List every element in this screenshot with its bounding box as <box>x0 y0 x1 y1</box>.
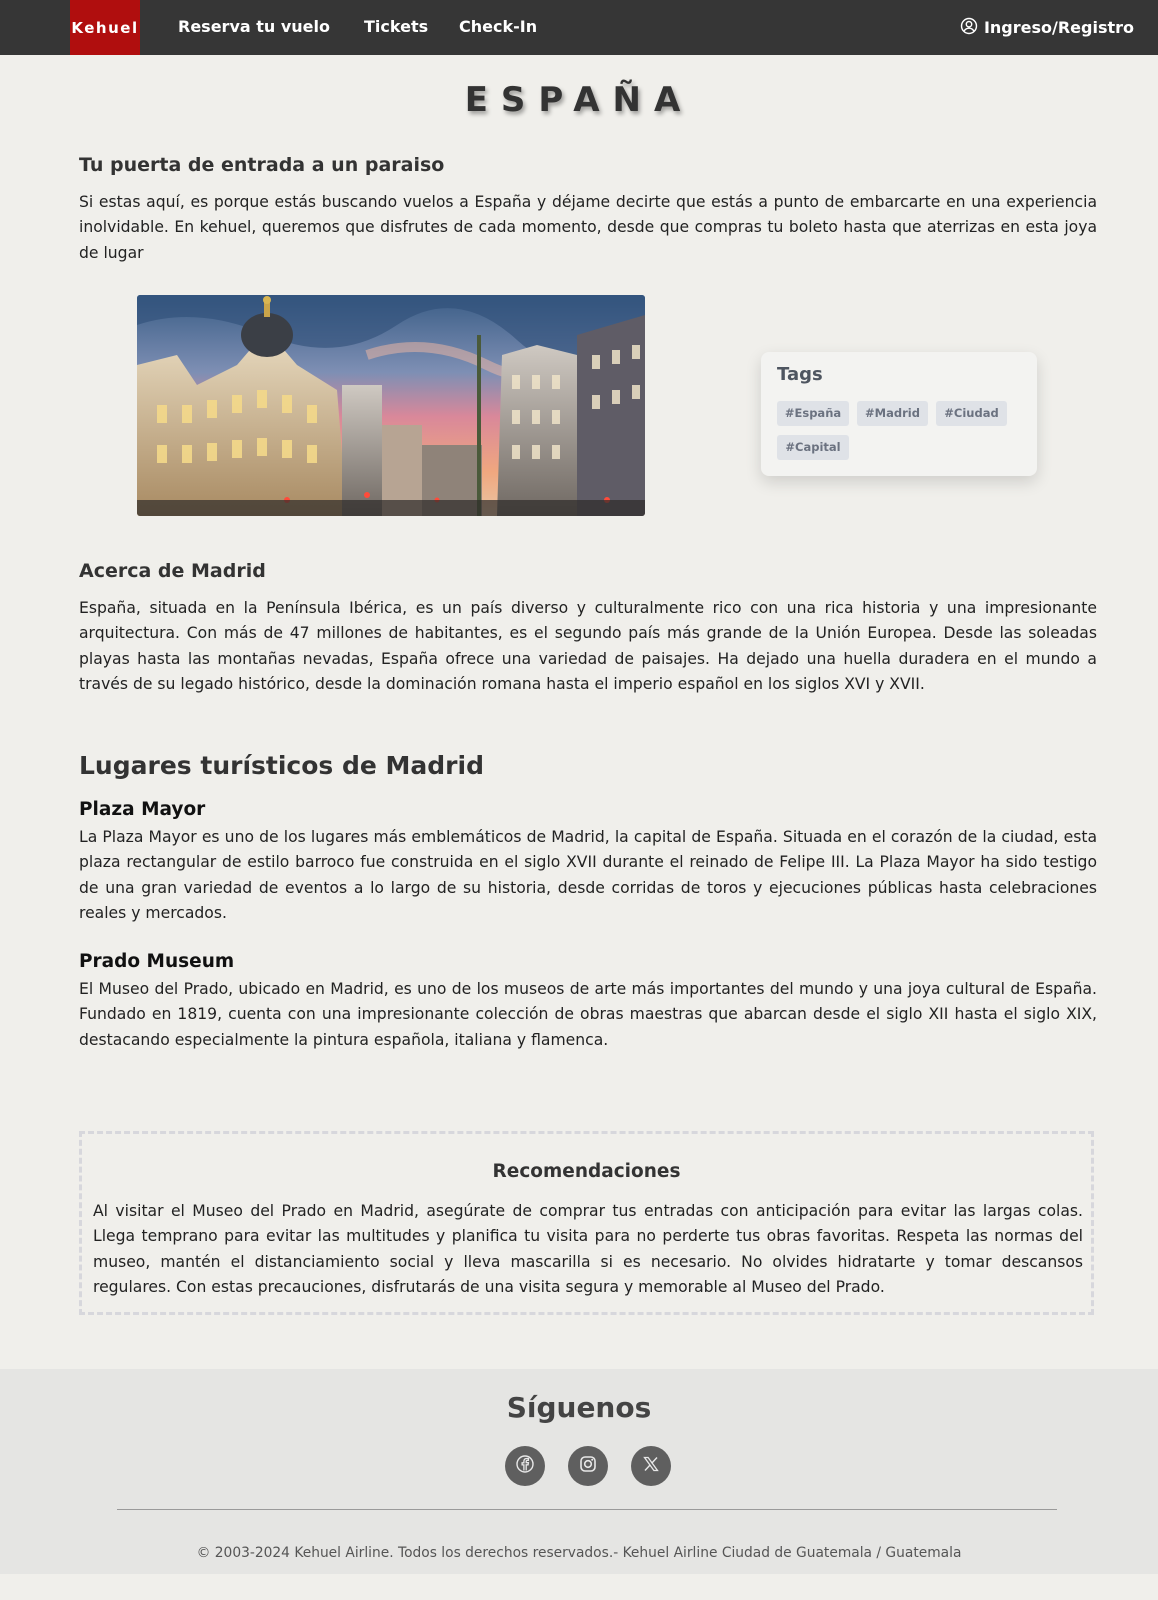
navbar <box>0 0 1158 55</box>
footer <box>0 1369 1158 1574</box>
tags-title: Tags <box>777 364 823 385</box>
tag-madrid[interactable]: #Madrid <box>857 401 928 426</box>
login-register-label: Ingreso/Registro <box>983 18 1134 37</box>
place-name: Prado Museum <box>79 951 235 972</box>
about-heading: Acerca de Madrid <box>79 560 266 582</box>
page-title: ESPAÑA <box>464 80 694 120</box>
recommendations-title: Recomendaciones <box>492 1161 681 1182</box>
recommendations-box <box>79 1131 1094 1315</box>
tag-ciudad[interactable]: #Ciudad <box>936 401 1007 426</box>
place-name: Plaza Mayor <box>79 799 206 820</box>
places-heading: Lugares turísticos de Madrid <box>79 751 484 780</box>
instagram-icon <box>578 1454 598 1478</box>
tag-espana[interactable]: #España <box>777 401 849 426</box>
intro-text: Si estas aquí, es porque estás buscando vuelos a España y déjame decirte que estás a punto de embarcarte en una experiencia inolvidable. En kehuel, queremos que disfrutes de cada momento, desde que compras tu boleto hasta que aterrizas en esta joya de lugar <box>79 193 1097 262</box>
nav-link-tickets[interactable]: Tickets <box>364 17 429 36</box>
about-text: España, situada en la Península Ibérica, es un país diverso y culturalmente rico con una rica historia y una impresionante arquitectura. Con más de 47 millones de habitantes, es el segundo país más grande de la Unión Europea. Desde las soleadas playas hasta las montañas nevadas, España ofrece una variedad de paisajes. Ha dejado una huella duradera en el mundo a través de su legado histórico, desde la dominación romana hasta el imperio español en los siglos XVI y XVII. <box>79 599 1097 693</box>
login-register-link[interactable] <box>960 0 1134 55</box>
tags-card <box>761 352 1037 476</box>
copyright-text: © 2003-2024 Kehuel Airline. Todos los derechos reservados.- Kehuel Airline Ciudad de Guatemala / Guatemala <box>196 1545 962 1561</box>
facebook-icon <box>515 1454 535 1478</box>
nav-link-reserva[interactable]: Reserva tu vuelo <box>178 17 330 36</box>
tag-capital[interactable]: #Capital <box>777 435 849 460</box>
place-description: El Museo del Prado, ubicado en Madrid, es uno de los museos de arte más importantes del mundo y una joya cultural de España. Fundado en 1819, cuenta con una impresionante colección de obras maestras que abarcan desde el siglo XII hasta el siglo XIX, destacando especialmente la pintura española, italiana y flamenca. <box>79 980 1097 1049</box>
footer-divider <box>117 1509 1057 1510</box>
x-icon <box>641 1454 661 1478</box>
x-link[interactable] <box>631 1446 671 1486</box>
madrid-city-photo <box>137 295 645 516</box>
place-description: La Plaza Mayor es uno de los lugares más emblemáticos de Madrid, la capital de España. Situada en el corazón de la ciudad, esta plaza rectangular de estilo barroco fue construida en el siglo XVII durante el reinado de Felipe III. La Plaza Mayor ha sido testigo de una gran variedad de eventos a lo largo de su historia, desde corridas de toros y ejecuciones públicas hasta celebraciones reales y mercados. <box>79 828 1097 922</box>
instagram-link[interactable] <box>568 1446 608 1486</box>
facebook-link[interactable] <box>505 1446 545 1486</box>
footer-title: Síguenos <box>506 1391 652 1424</box>
brand-logo[interactable]: Kehuel <box>70 0 140 55</box>
recommendations-text: Al visitar el Museo del Prado en Madrid, asegúrate de comprar tus entradas con anticipación para evitar las largas colas. Llega temprano para evitar las multitudes y planifica tu visita para no perderte tus obras favoritas. Respeta las normas del museo, mantén el distanciamiento social y lleva mascarilla si es necesario. No olvides hidratarte y tomar descansos regulares. Con estas precauciones, disfrutarás de una visita segura y memorable al Museo del Prado. <box>93 1202 1083 1296</box>
user-circle-icon <box>960 17 978 39</box>
nav-link-check-in[interactable]: Check-In <box>459 17 538 36</box>
intro-heading: Tu puerta de entrada a un paraiso <box>79 154 445 176</box>
